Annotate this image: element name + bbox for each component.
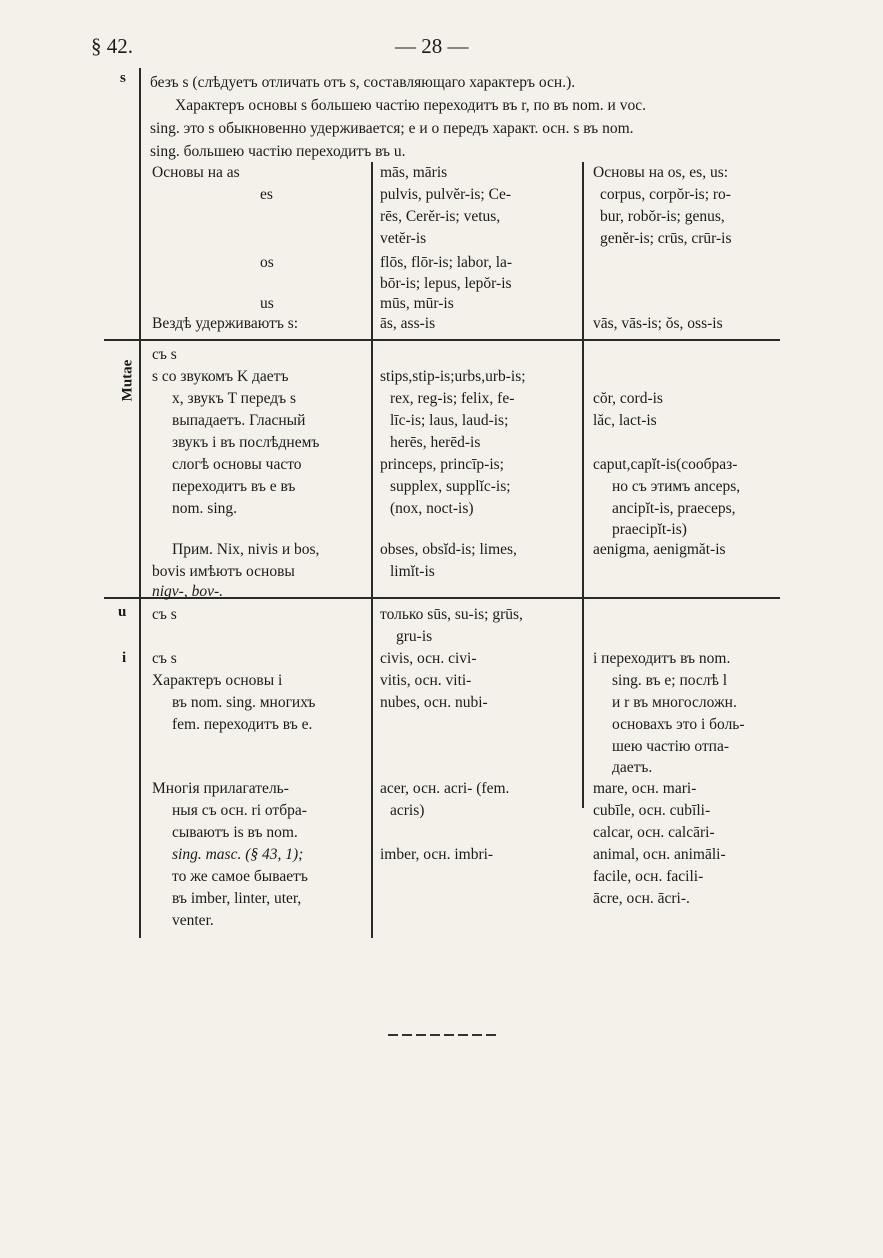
mutae-col1-line: съ s xyxy=(152,346,177,363)
i-col3-line: шею частію отпа- xyxy=(612,738,730,755)
s-col1-es: es xyxy=(260,186,273,203)
i-col2-line: acris) xyxy=(390,802,425,819)
mutae-col3-line: lăc, lact-is xyxy=(593,412,657,429)
s-col2-line: rēs, Cerĕr-is; vetus, xyxy=(380,208,501,225)
i-col3-line: основахъ это i боль- xyxy=(612,716,745,733)
col-rule-mutae-2 xyxy=(582,340,584,598)
s-col2-line: mūs, mūr-is xyxy=(380,295,454,312)
i-col1-line: sing. masc. (§ 43, 1); xyxy=(172,846,304,863)
left-rule-ui xyxy=(139,598,141,938)
i-col1-line: то же самое бываетъ xyxy=(172,868,308,885)
left-rule-mutae xyxy=(139,340,141,598)
i-col3-line: mare, осн. mari- xyxy=(593,780,697,797)
mutae-col3-line: praecipĭt-is) xyxy=(612,521,687,538)
mutae-col1-line: переходитъ въ e въ xyxy=(172,478,296,495)
col-rule-ui-2 xyxy=(582,598,584,808)
mutae-col1-line: nom. sing. xyxy=(172,500,238,517)
s-col3-line: genĕr-is; crūs, crūr-is xyxy=(600,230,732,247)
section-number: § 42. xyxy=(91,34,133,58)
col-rule-ui-1 xyxy=(371,598,373,938)
s-col2-line: mās, māris xyxy=(380,164,448,181)
intro-line: Характеръ основы s большею частію переходитъ въ r, по въ nom. и voc. xyxy=(175,97,646,114)
i-col1-line: въ nom. sing. многихъ xyxy=(172,694,316,711)
s-col3-line: bur, robŏr-is; genus, xyxy=(600,208,725,225)
margin-label-i: i xyxy=(122,650,127,666)
intro-line: безъ s (слѣдуетъ отличать отъ s, составляющаго характеръ осн.). xyxy=(150,74,576,91)
s-col1-us: us xyxy=(260,295,274,312)
page-number: — 28 — xyxy=(395,34,469,58)
mutae-col1-line: звукъ i въ послѣднемъ xyxy=(172,434,320,451)
mutae-col3-line: cŏr, cord-is xyxy=(593,390,663,407)
i-col1-line: Многія прилагатель- xyxy=(152,780,289,797)
mutae-col1-note: bovis имѣютъ основы xyxy=(152,563,295,580)
i-col3-line: и r въ многосложн. xyxy=(612,694,737,711)
s-col1-vezde: Вездѣ удерживаютъ s: xyxy=(152,315,299,332)
mutae-col2-line: (nox, noct-is) xyxy=(390,500,474,517)
i-col2-line: imber, осн. imbri- xyxy=(380,846,494,863)
s-col2-line: pulvis, pulvĕr-is; Ce- xyxy=(380,186,511,203)
s-col3-line: corpus, corpŏr-is; ro- xyxy=(600,186,731,203)
col-rule-s-1 xyxy=(371,162,373,340)
i-col2-line: nubes, осн. nubi- xyxy=(380,694,488,711)
col-rule-s-2 xyxy=(582,162,584,340)
margin-label-mutae: Mutae xyxy=(119,359,136,402)
i-col3-line: facile, осн. facili- xyxy=(593,868,704,885)
i-col1-line: ныя съ осн. ri отбра- xyxy=(172,802,307,819)
i-col1-line: venter. xyxy=(172,912,214,929)
s-col3-line: vās, vās-is; ŏs, oss-is xyxy=(593,315,723,332)
s-col2-line: ās, ass-is xyxy=(380,315,436,332)
margin-label-u: u xyxy=(118,604,127,620)
i-col1-line: съ s xyxy=(152,650,177,667)
mutae-col1-line: s со звукомъ K даетъ xyxy=(152,368,289,385)
intro-line: sing. это s обыкновенно удерживается; e и o передъ характ. осн. s въ nom. xyxy=(150,120,634,137)
mutae-col3-line: caput,capĭt-is(сообраз- xyxy=(593,456,738,473)
u-col2-line: gru-is xyxy=(396,628,433,645)
mutae-col2-line: stips,stip-is;urbs,urb-is; xyxy=(380,368,526,385)
mutae-col2-line: supplex, supplĭc-is; xyxy=(390,478,511,495)
i-col2-line: vitis, осн. viti- xyxy=(380,672,472,689)
mutae-col2-line: limĭt-is xyxy=(390,563,435,580)
s-col1-os: os xyxy=(260,254,274,271)
mutae-col1-line: слогѣ основы часто xyxy=(172,456,302,473)
s-col2-line: bōr-is; lepus, lepŏr-is xyxy=(380,275,512,292)
i-col3-line: cubīle, осн. cubīli- xyxy=(593,802,711,819)
left-rule-s xyxy=(139,68,141,340)
mutae-col2-line: herēs, herēd-is xyxy=(390,434,481,451)
intro-line: sing. большею частію переходитъ въ u. xyxy=(150,143,406,160)
s-col2-line: flōs, flōr-is; labor, la- xyxy=(380,254,513,271)
i-col2-line: acer, осн. acri- (fem. xyxy=(380,780,510,797)
mutae-col3-line: но съ этимъ anceps, xyxy=(612,478,741,495)
ornament-divider xyxy=(388,1034,496,1036)
mutae-col1-line: x, звукъ T передъ s xyxy=(172,390,297,407)
i-col3-line: даетъ. xyxy=(612,759,653,776)
row-divider xyxy=(104,339,780,341)
s-col2-line: vetĕr-is xyxy=(380,230,427,247)
margin-label-s: s xyxy=(120,70,126,86)
mutae-col2-line: obses, obsĭd-is; limes, xyxy=(380,541,517,558)
i-col2-line: civis, осн. civi- xyxy=(380,650,477,667)
mutae-col1-note: nigv-, bov-. xyxy=(152,583,224,600)
i-col1-line: въ imber, linter, uter, xyxy=(172,890,302,907)
mutae-col1-note: Прим. Nix, nivis и bos, xyxy=(172,541,320,558)
i-col3-line: animal, осн. animāli- xyxy=(593,846,726,863)
mutae-col1-line: выпадаетъ. Гласный xyxy=(172,412,306,429)
mutae-col2-line: rex, reg-is; felix, fe- xyxy=(390,390,515,407)
i-col3-line: i переходитъ въ nom. xyxy=(593,650,731,667)
i-col1-line: Характеръ основы i xyxy=(152,672,283,689)
i-col3-line: calcar, осн. calcāri- xyxy=(593,824,715,841)
u-col1: съ s xyxy=(152,606,177,623)
i-col3-line: ācre, осн. ācri-. xyxy=(593,890,690,907)
mutae-col2-line: līc-is; laus, laud-is; xyxy=(390,412,509,429)
col-rule-mutae-1 xyxy=(371,340,373,598)
mutae-col3-line: ancipĭt-is, praeceps, xyxy=(612,500,736,517)
mutae-col2-line: princeps, princīp-is; xyxy=(380,456,504,473)
i-col1-line: сываютъ is въ nom. xyxy=(172,824,298,841)
mutae-col3-line: aenigma, aenigmăt-is xyxy=(593,541,726,558)
s-col1-osnovy: Основы на as xyxy=(152,164,240,181)
i-col3-line: sing. въ e; послѣ l xyxy=(612,672,728,689)
i-col1-line: fem. переходитъ въ e. xyxy=(172,716,313,733)
u-col2-line: только sūs, su-is; grūs, xyxy=(380,606,523,623)
s-col3-line: Основы на os, es, us: xyxy=(593,164,729,181)
